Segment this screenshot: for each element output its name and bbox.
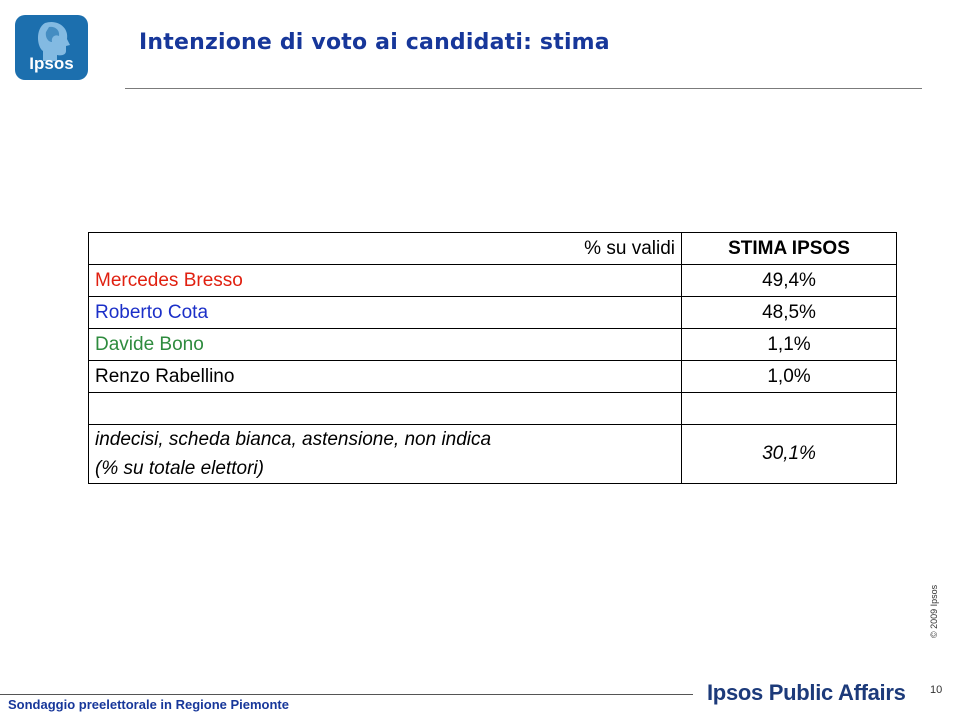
empty-row	[89, 393, 897, 425]
undecided-value: 30,1%	[682, 425, 897, 484]
vote-estimate-table	[88, 232, 897, 484]
undecided-label-cell	[89, 425, 682, 484]
survey-caption: Sondaggio preelettorale in Regione Piemonte	[8, 697, 289, 712]
table-row	[89, 297, 897, 329]
candidate-name: Davide Bono	[89, 329, 682, 361]
page-title: Intenzione di voto ai candidati: stima	[139, 30, 610, 55]
header-label-cell: % su validi	[89, 233, 682, 265]
empty-cell	[682, 393, 897, 425]
table-header-row	[89, 233, 897, 265]
undecided-row	[89, 425, 897, 484]
logo-wordmark: Ipsos	[29, 54, 74, 73]
footer-divider	[0, 694, 693, 695]
undecided-label: indecisi, scheda bianca, astensione, non indica	[95, 429, 492, 450]
candidate-name: Roberto Cota	[89, 297, 682, 329]
undecided-note: (% su totale elettori)	[95, 458, 264, 479]
title-divider	[125, 88, 922, 89]
brand-name: Ipsos Public Affairs	[707, 680, 906, 705]
empty-cell	[89, 393, 682, 425]
header-source-cell: STIMA IPSOS	[682, 233, 897, 265]
candidate-value: 48,5%	[682, 297, 897, 329]
table-row	[89, 361, 897, 393]
table-row	[89, 329, 897, 361]
candidate-value: 1,1%	[682, 329, 897, 361]
ipsos-logo	[15, 15, 88, 80]
candidate-value: 1,0%	[682, 361, 897, 393]
candidate-value: 49,4%	[682, 265, 897, 297]
candidate-name: Renzo Rabellino	[89, 361, 682, 393]
candidate-name: Mercedes Bresso	[89, 265, 682, 297]
table-row	[89, 265, 897, 297]
page-number: 10	[930, 684, 943, 696]
copyright-note: © 2009 Ipsos	[929, 584, 939, 638]
